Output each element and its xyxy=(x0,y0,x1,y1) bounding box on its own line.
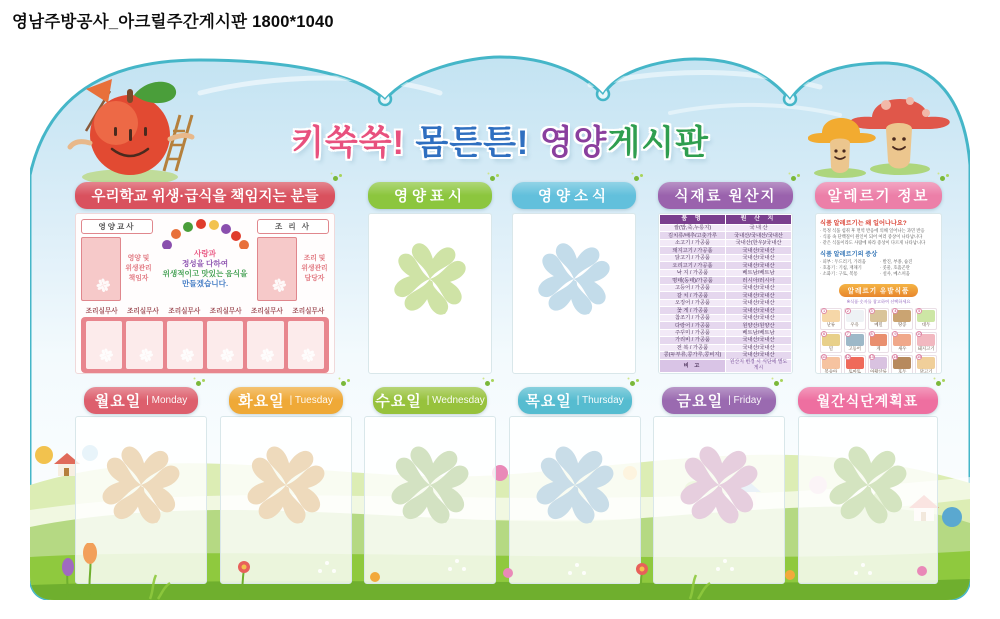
allergy-food-cell xyxy=(891,308,913,329)
weekday-header-thursday xyxy=(518,387,632,414)
origin-item: 명태(동태)/가공품 xyxy=(660,277,726,284)
title-part-4: 게시판 xyxy=(607,124,709,162)
origin-row xyxy=(660,269,792,276)
allergy-food-name: 복숭아 xyxy=(824,368,838,374)
origin-section-header: 식재료 원산지 xyxy=(658,182,793,209)
origin-row xyxy=(660,322,792,329)
origin-value: 국내산/국내산 xyxy=(726,314,792,321)
allergy-foods-badge: 알레르기 유발식품 xyxy=(839,284,919,297)
weekday-panel-thursday xyxy=(509,416,641,584)
teacher-photo-slot xyxy=(81,237,121,301)
allergy-food-name: 대두 xyxy=(921,322,931,328)
weekday-korean: 월요일 xyxy=(94,393,142,410)
sprout-icon xyxy=(94,276,112,294)
staff-message-block xyxy=(157,219,253,301)
origin-value: 국내산/국내산 xyxy=(726,262,792,269)
crew-photo-box xyxy=(81,317,329,373)
origin-row xyxy=(660,352,792,359)
sprig-decoration xyxy=(490,176,495,181)
allergy-food-name: 게 xyxy=(876,345,881,351)
origin-row xyxy=(660,299,792,306)
caption-line: 책임자 xyxy=(128,275,149,283)
weekday-panel-tuesday xyxy=(220,416,352,584)
allergy-foods-badge-sub: ※식품·숫자를 참고하여 선택하세요 xyxy=(846,299,911,305)
origin-item: 고등어 / 가공품 xyxy=(660,284,726,291)
weekday-korean: 수요일 xyxy=(375,393,422,410)
allergy-food-number: 15 xyxy=(917,355,922,360)
crew-label: 조리실무사 xyxy=(168,308,201,315)
allergy-food-cell xyxy=(891,355,913,374)
origin-row xyxy=(660,247,792,254)
origin-item: 오징어 / 가공품 xyxy=(660,299,726,306)
allergy-food-number: 14 xyxy=(893,355,898,360)
allergy-food-cell xyxy=(868,355,890,374)
origin-value: 러시아/러시아 xyxy=(726,277,792,284)
clover-watermark xyxy=(238,438,333,533)
origin-value: 원양산/원양산 xyxy=(726,322,792,329)
crew-photo-slot xyxy=(247,321,283,369)
origin-row xyxy=(660,225,792,232)
message-line: 위생적이고 맛있는 음식을 xyxy=(162,268,248,278)
origin-value: 국내산/국내산 xyxy=(726,299,792,306)
allergy-food-number: 10 xyxy=(917,332,922,337)
origin-row xyxy=(660,292,792,299)
flag-icon xyxy=(86,79,112,103)
message-line: 정성을 다하여 xyxy=(181,258,229,268)
sprig-decoration xyxy=(485,381,490,386)
allergy-food-number: 12 xyxy=(845,355,850,360)
nutrition-teacher-card xyxy=(81,219,153,301)
vegetables-arch-illustration xyxy=(157,219,253,249)
origin-value: 국내산/국내산 xyxy=(726,284,792,291)
origin-value: 국 내 산 xyxy=(726,225,792,232)
origin-remark-row xyxy=(660,359,792,372)
origin-column-header: 원 산 지 xyxy=(726,215,792,225)
allergy-food-number: 13 xyxy=(869,355,874,360)
origin-item: 쌀(밥,죽,누룽지) xyxy=(660,225,726,232)
title-part-2: 몸튼튼! xyxy=(415,124,530,162)
origin-remark-value: 원산지 변경 시 식단에 별도 게시 xyxy=(726,359,792,372)
allergy-food-name: 돼지고기 xyxy=(917,345,935,351)
origin-row xyxy=(660,337,792,344)
crew-label: 조리실무사 xyxy=(251,308,283,315)
origin-table xyxy=(659,214,792,373)
weekday-header-monday xyxy=(84,387,198,414)
weekday-english: | Monday xyxy=(146,395,188,406)
origin-item: 다랑어 / 가공품 xyxy=(660,322,726,329)
weekday-korean: 화요일 xyxy=(238,393,285,410)
origin-item: 가리비 / 가공품 xyxy=(660,337,726,344)
caption-line: 영양 및 xyxy=(127,254,150,262)
allergy-food-number: 8 xyxy=(870,332,873,337)
caption-line: 조리 및 xyxy=(303,254,326,262)
sprig-decoration xyxy=(333,176,338,181)
sprig-decoration xyxy=(196,381,201,386)
sprout-icon xyxy=(259,346,277,364)
nutrition-label-header: 영양표시 xyxy=(368,182,492,209)
clover-watermark xyxy=(820,438,915,533)
bulletin-board xyxy=(30,55,970,600)
allergy-symptom-line: · 호흡기 : 기침, 재채기 xyxy=(820,265,862,271)
weekday-header-friday xyxy=(662,387,776,414)
allergy-food-cell xyxy=(844,355,866,374)
origin-value: 국내산/국내산 xyxy=(726,352,792,359)
allergy-food-cell xyxy=(868,332,890,353)
origin-value: 국내산/국내산 xyxy=(726,292,792,299)
origin-value: 베트남/베트남 xyxy=(726,269,792,276)
allergy-food-cell xyxy=(915,308,937,329)
weekday-panel-monday xyxy=(75,416,207,584)
allergy-food-name: 토마토 xyxy=(848,368,861,374)
crew-label: 조리실무사 xyxy=(127,308,159,315)
crew-photo-slot xyxy=(207,321,243,369)
sprig-decoration xyxy=(634,176,639,181)
title-part-3: 영양 xyxy=(539,124,608,162)
origin-item: 오리고기 / 가공품 xyxy=(660,262,726,269)
sprout-icon xyxy=(138,346,156,364)
staff-panel xyxy=(75,213,335,374)
allergy-food-name: 메밀 xyxy=(874,322,883,328)
sprout-icon xyxy=(270,276,288,294)
origin-row xyxy=(660,232,792,239)
allergy-food-number: 6 xyxy=(822,332,826,337)
sprig-decoration xyxy=(940,176,945,181)
sprout-icon xyxy=(178,346,196,364)
origin-row xyxy=(660,329,792,336)
origin-column-header: 품 명 xyxy=(660,215,726,225)
origin-item: 갈 치 / 가공품 xyxy=(660,292,726,299)
origin-row xyxy=(660,239,792,246)
allergy-food-cell xyxy=(844,308,866,329)
allergy-section-header: 알레르기 정보 xyxy=(815,182,942,209)
message-line: 만들겠습니다. xyxy=(181,278,229,288)
sprig-decoration xyxy=(936,381,941,386)
caption-line: 담당자 xyxy=(304,275,325,283)
allergy-symptom-line: · 설사, 메스꺼움 xyxy=(880,271,910,277)
allergy-food-cell xyxy=(820,355,842,374)
allergy-food-name: 새우 xyxy=(898,345,907,351)
clover-watermark xyxy=(530,235,618,323)
crew-label: 조리실무사 xyxy=(292,308,325,315)
origin-item: 낙 지 / 가공품 xyxy=(660,269,726,276)
origin-remark-label: 비 고 xyxy=(660,359,726,372)
caption-line: 위생관리 xyxy=(301,264,328,272)
allergy-food-name: 닭고기 xyxy=(919,368,933,374)
allergy-food-name: 난류 xyxy=(826,322,836,328)
allergy-food-number: 3 xyxy=(870,308,873,313)
staff-message xyxy=(157,249,253,288)
origin-value: 국내산/국내산 xyxy=(726,307,792,314)
origin-value: 국내산/국내산 xyxy=(726,344,792,351)
allergy-symptom-line: · 발진, 부종, 습진 xyxy=(880,259,913,265)
nutrition-news-header: 영양소식 xyxy=(512,182,636,209)
allergy-info-line: · 식품 속 단백질이 원인이 되어 여러 증상이 나타납니다 xyxy=(820,234,923,240)
allergy-food-cell xyxy=(915,355,937,374)
allergy-food-name: 우유 xyxy=(850,322,859,328)
allergy-question-title: 식품 알레르기는 왜 일어나나요? xyxy=(820,220,907,227)
allergy-symptom-line: · 콧물, 호흡곤란 xyxy=(880,265,910,271)
origin-panel xyxy=(658,213,793,374)
cook-photo-slot xyxy=(257,237,297,301)
allergy-food-cell xyxy=(844,332,866,353)
origin-item: 주꾸미 / 가공품 xyxy=(660,329,726,336)
allergy-food-cell xyxy=(820,308,842,329)
weekday-english: | Thursday xyxy=(576,395,624,406)
crew-photo-slot xyxy=(86,321,122,369)
origin-item: 콩(두부류,콩가루,콩비지) xyxy=(660,352,726,359)
allergy-food-number: 5 xyxy=(918,308,921,313)
allergy-symptoms-left xyxy=(820,259,877,277)
origin-row xyxy=(660,284,792,291)
clover-watermark xyxy=(672,438,767,533)
allergy-symptom-title: 식품 알레르기의 증상 xyxy=(820,251,878,259)
allergy-info-line: · 같은 식품이라도 사람에 따라 증상이 다르게 나타납니다 xyxy=(820,240,926,246)
allergy-food-number: 4 xyxy=(894,308,897,313)
sprig-decoration xyxy=(774,381,779,386)
allergy-food-name: 밀 xyxy=(828,345,833,351)
sprout-icon xyxy=(97,346,115,364)
sprout-icon xyxy=(299,346,317,364)
allergy-food-cell xyxy=(820,332,842,353)
weekday-korean: 목요일 xyxy=(525,393,572,410)
allergy-food-number: 9 xyxy=(894,332,897,337)
clover-watermark xyxy=(383,438,478,533)
sprig-decoration xyxy=(630,381,635,386)
cook-caption xyxy=(300,237,329,301)
allergy-food-name: 고등어 xyxy=(848,345,861,351)
clover-watermark xyxy=(527,438,622,533)
allergy-symptom-line: · 소화기 : 구토, 복통 xyxy=(820,271,858,277)
origin-item: 소고기 / 가공품 xyxy=(660,239,726,246)
nutrition-label-panel xyxy=(368,213,492,374)
weekday-header-tuesday xyxy=(229,387,343,414)
origin-item: 돼지고기 / 가공품 xyxy=(660,247,726,254)
origin-row xyxy=(660,254,792,261)
crew-labels-row xyxy=(81,305,329,315)
origin-row xyxy=(660,277,792,284)
origin-value: 국내산(한우)/국내산 xyxy=(726,239,792,246)
allergy-symptom-line: · 피부 : 두드러기, 가려움 xyxy=(820,259,866,265)
weekday-korean: 금요일 xyxy=(676,393,724,410)
origin-item: 참조기 / 가공품 xyxy=(660,314,726,321)
origin-value: 국내산/국내산/국내산 xyxy=(726,232,792,239)
crew-label: 조리실무사 xyxy=(209,308,242,315)
origin-value: 국내산/국내산 xyxy=(726,337,792,344)
allergy-food-number: 2 xyxy=(846,308,849,313)
clover-watermark xyxy=(94,438,189,533)
cook-label: 조 리 사 xyxy=(257,219,329,234)
cook-card xyxy=(257,219,329,301)
crew-photo-slot xyxy=(288,321,324,369)
title-part-1: 키쑥쑥! xyxy=(291,124,405,162)
origin-value: 국내산/국내산 xyxy=(726,254,792,261)
nutrition-news-panel xyxy=(512,213,636,374)
allergy-info-line: · 특정 식품 섭취 후 면역 반응에 의해 일어나는 과민 반응 xyxy=(820,228,925,233)
origin-value: 국내산/국내산 xyxy=(726,247,792,254)
crew-photo-slot xyxy=(126,321,162,369)
allergy-food-name: 아황산류 xyxy=(870,368,887,374)
origin-row xyxy=(660,314,792,321)
origin-item: 김치류/배추/고춧가루 xyxy=(660,232,726,239)
allergy-food-name: 땅콩 xyxy=(898,322,907,328)
origin-item: 꽃 게 / 가공품 xyxy=(660,307,726,314)
weekday-english: | Tuesday xyxy=(289,395,333,406)
sprig-decoration xyxy=(791,176,796,181)
allergy-food-cell xyxy=(868,308,890,329)
crew-label: 조리실무사 xyxy=(85,308,118,315)
clover-watermark xyxy=(386,235,474,323)
origin-row xyxy=(660,307,792,314)
weekday-korean: 월간식단계획표 xyxy=(816,392,919,409)
origin-value: 베트남/베트남 xyxy=(726,329,792,336)
allergy-food-name: 호두 xyxy=(898,368,907,374)
allergy-food-cell xyxy=(915,332,937,353)
monthly-plan-panel xyxy=(798,416,938,584)
board-title xyxy=(30,115,970,164)
weekday-english: | Friday xyxy=(728,395,762,406)
page-label: 영남주방공사_아크릴주간게시판 1800*1040 xyxy=(12,13,334,31)
origin-item: 닭고기 / 가공품 xyxy=(660,254,726,261)
monthly-plan-header xyxy=(798,387,938,414)
weekday-panel-friday xyxy=(653,416,785,584)
allergy-food-cell xyxy=(891,332,913,353)
nutrition-teacher-label: 영양교사 xyxy=(81,219,153,234)
staff-section-header: 우리학교 위생·급식을 책임지는 분들 xyxy=(75,182,335,209)
teacher-caption xyxy=(124,237,153,301)
weekday-english: | Wednesday xyxy=(426,395,485,406)
origin-item: 전 복 / 가공품 xyxy=(660,344,726,351)
allergy-food-grid xyxy=(820,308,937,374)
allergy-food-number: 11 xyxy=(822,355,826,360)
allergy-panel xyxy=(815,213,942,374)
allergy-symptoms-right xyxy=(880,259,937,277)
allergy-food-number: 7 xyxy=(846,332,849,337)
allergy-question-lines xyxy=(820,228,937,246)
weekday-panel-wednesday xyxy=(364,416,496,584)
sprout-icon xyxy=(218,346,236,364)
origin-row xyxy=(660,344,792,351)
caption-line: 위생관리 xyxy=(125,264,152,272)
allergy-food-number: 1 xyxy=(822,308,826,313)
message-line: 사랑과 xyxy=(193,249,216,258)
origin-header-row xyxy=(660,215,792,225)
crew-photo-slot xyxy=(167,321,203,369)
sprig-decoration xyxy=(341,381,346,386)
weekday-header-wednesday xyxy=(373,387,487,414)
origin-row xyxy=(660,262,792,269)
